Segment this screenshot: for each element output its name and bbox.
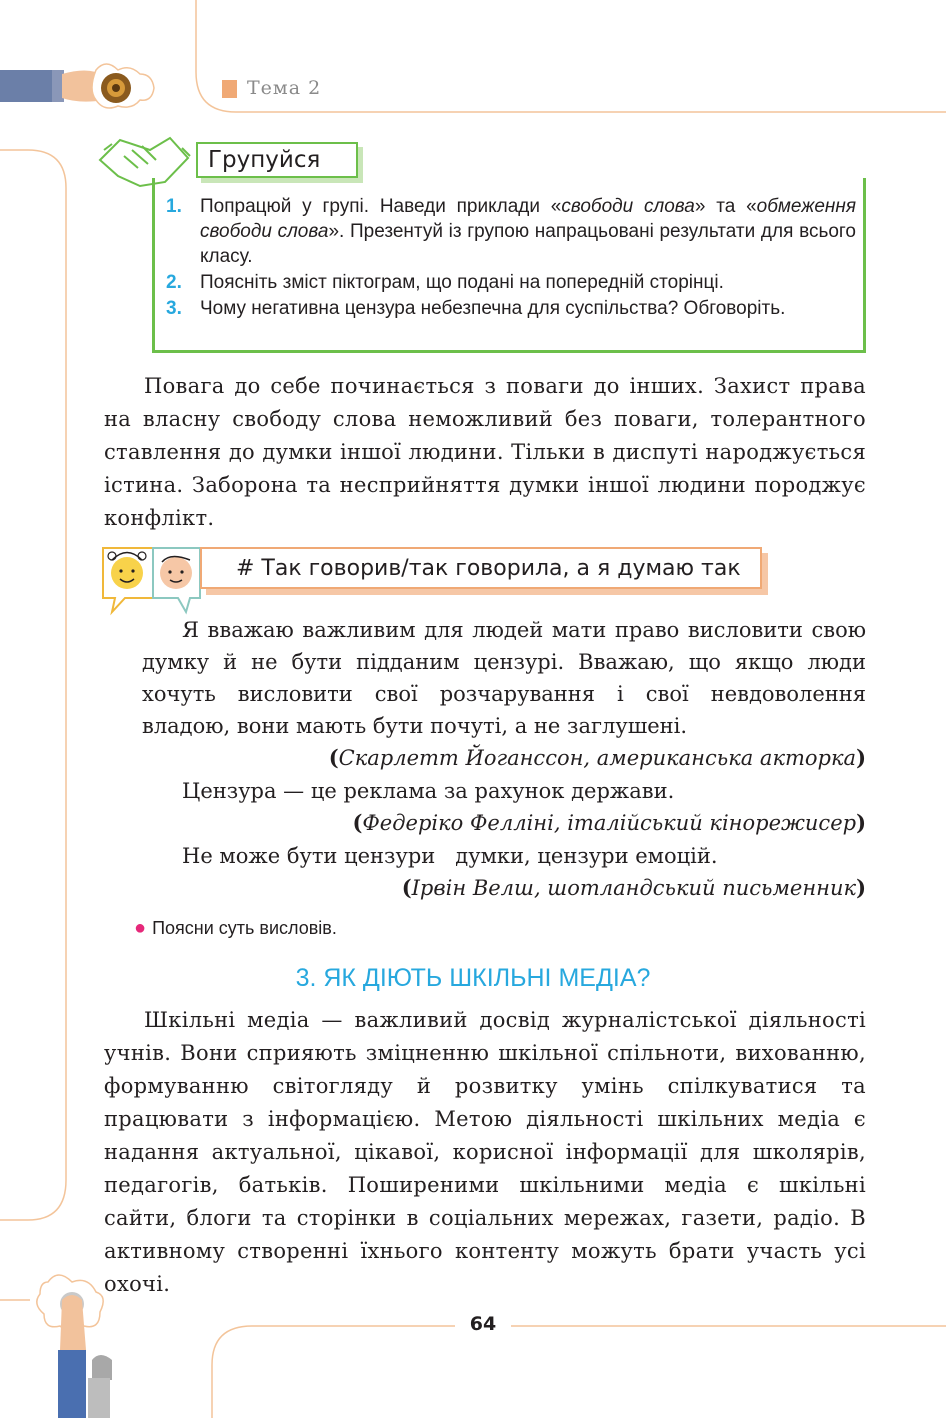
task-number: 3. [166,298,182,319]
section-heading: 3. ЯК ДІЮТЬ ШКІЛЬНІ МЕДІА? [295,964,651,992]
boy-face-icon [153,548,200,612]
quote-text: Цензура — це реклама за рахунок держави. [182,779,675,803]
page-number: 64 [469,1313,497,1335]
girl-face-icon [103,548,153,612]
task-text: Поясніть зміст піктограм, що подані на попередній сторінці. [200,272,724,293]
quote-author: (Федеріко Фелліні, італійський кінорежисер) [352,810,866,835]
task-note: ● Поясни суть висловів. [134,917,337,939]
task-number: 2. [166,272,182,293]
section-paragraph: Шкільні медіа — важливий досвід журналістської діяльності учнів. Вони сприяють зміцненню шкільної спільноти, вихованню, формуванню світогляду й розвитку умінь спілкуватися та працювати з інформацією. Метою діяльності шкільних медіа є надання актуальної, цікавої, корисної інформації для школярів, педагогів, батьків. Поширеними шкільними медіа є шкільні сайти, блоги та сторінки в соціальних мережах, газети, радіо. В активному створенні їхнього контенту можуть брати участь усі охочі. [104,1008,866,1296]
quote-author: (Ірвін Велш, шотландський письменник) [401,875,866,900]
task-text: Попрацюй у групі. Наведи приклади «свободи слова» та «обмеження свободи слова». Презентуй із групою напрацьовані результати для всього класу. [200,196,856,267]
group-box-title: Групуйся [196,142,358,178]
topic-label: Тема 2 [247,77,322,99]
intro-paragraph: Повага до себе починається з поваги до інших. Захист права на власну свободу слова неможливий без поваги, толерантного ставлення до думки іншої людини. Тільки в диспуті народжується істина. Заборона та несприйняття думки іншої людини породжує конфлікт. [104,374,866,530]
hands-puzzle-bottom-icon [37,1275,112,1418]
bullet-icon: ● [134,917,147,939]
quote-text: Не може бути цензури думки, цензури емоцій. [182,844,718,868]
quote-text: Я вважаю важливим для людей мати право висловити свою думку й не бути підданим цензурі. Вважаю, що якщо люди хочуть висловити свої розчарування і свої невдоволення владою, вони мають бути почуті, а не заглушені. [142,618,866,738]
quote-author: (Скарлетт Йоганссон, американська акторка) [328,745,866,770]
task-number: 1. [166,196,182,217]
quotes-box-title: # Так говорив/так говорила, а я думаю так [200,547,762,589]
task-text: Чому негативна цензура небезпечна для суспільства? Обговоріть. [200,298,786,319]
hand-puzzle-icon [0,64,154,108]
